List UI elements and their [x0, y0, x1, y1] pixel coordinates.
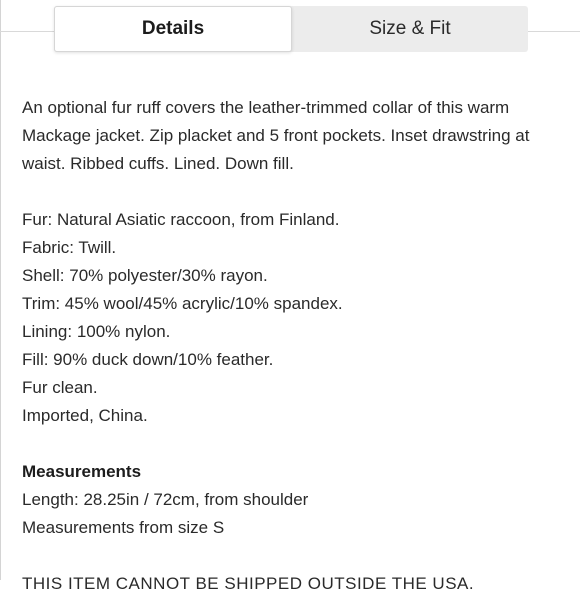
tab-size-fit-label: Size & Fit: [369, 18, 451, 39]
tab-details[interactable]: [54, 6, 292, 52]
spec-trim: Trim: 45% wool/45% acrylic/10% spandex.: [22, 294, 343, 313]
spec-fill: Fill: 90% duck down/10% feather.: [22, 350, 274, 369]
shipping-notice: THIS ITEM CANNOT BE SHIPPED OUTSIDE THE USA.: [22, 574, 475, 593]
spec-fur: Fur: Natural Asiatic raccoon, from Finland.: [22, 210, 340, 229]
tab-details-label: Details: [141, 18, 205, 39]
spec-care: Fur clean.: [22, 378, 98, 397]
tab-size-fit[interactable]: [292, 6, 528, 52]
measurement-size: Measurements from size S: [22, 518, 225, 537]
spec-lining: Lining: 100% nylon.: [22, 322, 171, 341]
spec-origin: Imported, China.: [22, 406, 148, 425]
product-description: An optional fur ruff covers the leather-trimmed collar of this warm Mackage jacket. Zip placket and 5 front pockets. Inset drawstring at waist. Ribbed cuffs. Lined. Down fill.: [22, 98, 530, 173]
spacer: [22, 542, 562, 570]
spec-fabric: Fabric: Twill.: [22, 238, 117, 257]
left-divider: [0, 0, 1, 580]
measurement-length: Length: 28.25in / 72cm, from shoulder: [22, 490, 309, 509]
spec-shell: Shell: 70% polyester/30% rayon.: [22, 266, 268, 285]
measurements-heading: Measurements: [22, 462, 142, 481]
spacer: [22, 430, 562, 458]
tab-bar: [54, 6, 528, 52]
details-content: [22, 94, 562, 598]
spacer: [22, 178, 562, 206]
